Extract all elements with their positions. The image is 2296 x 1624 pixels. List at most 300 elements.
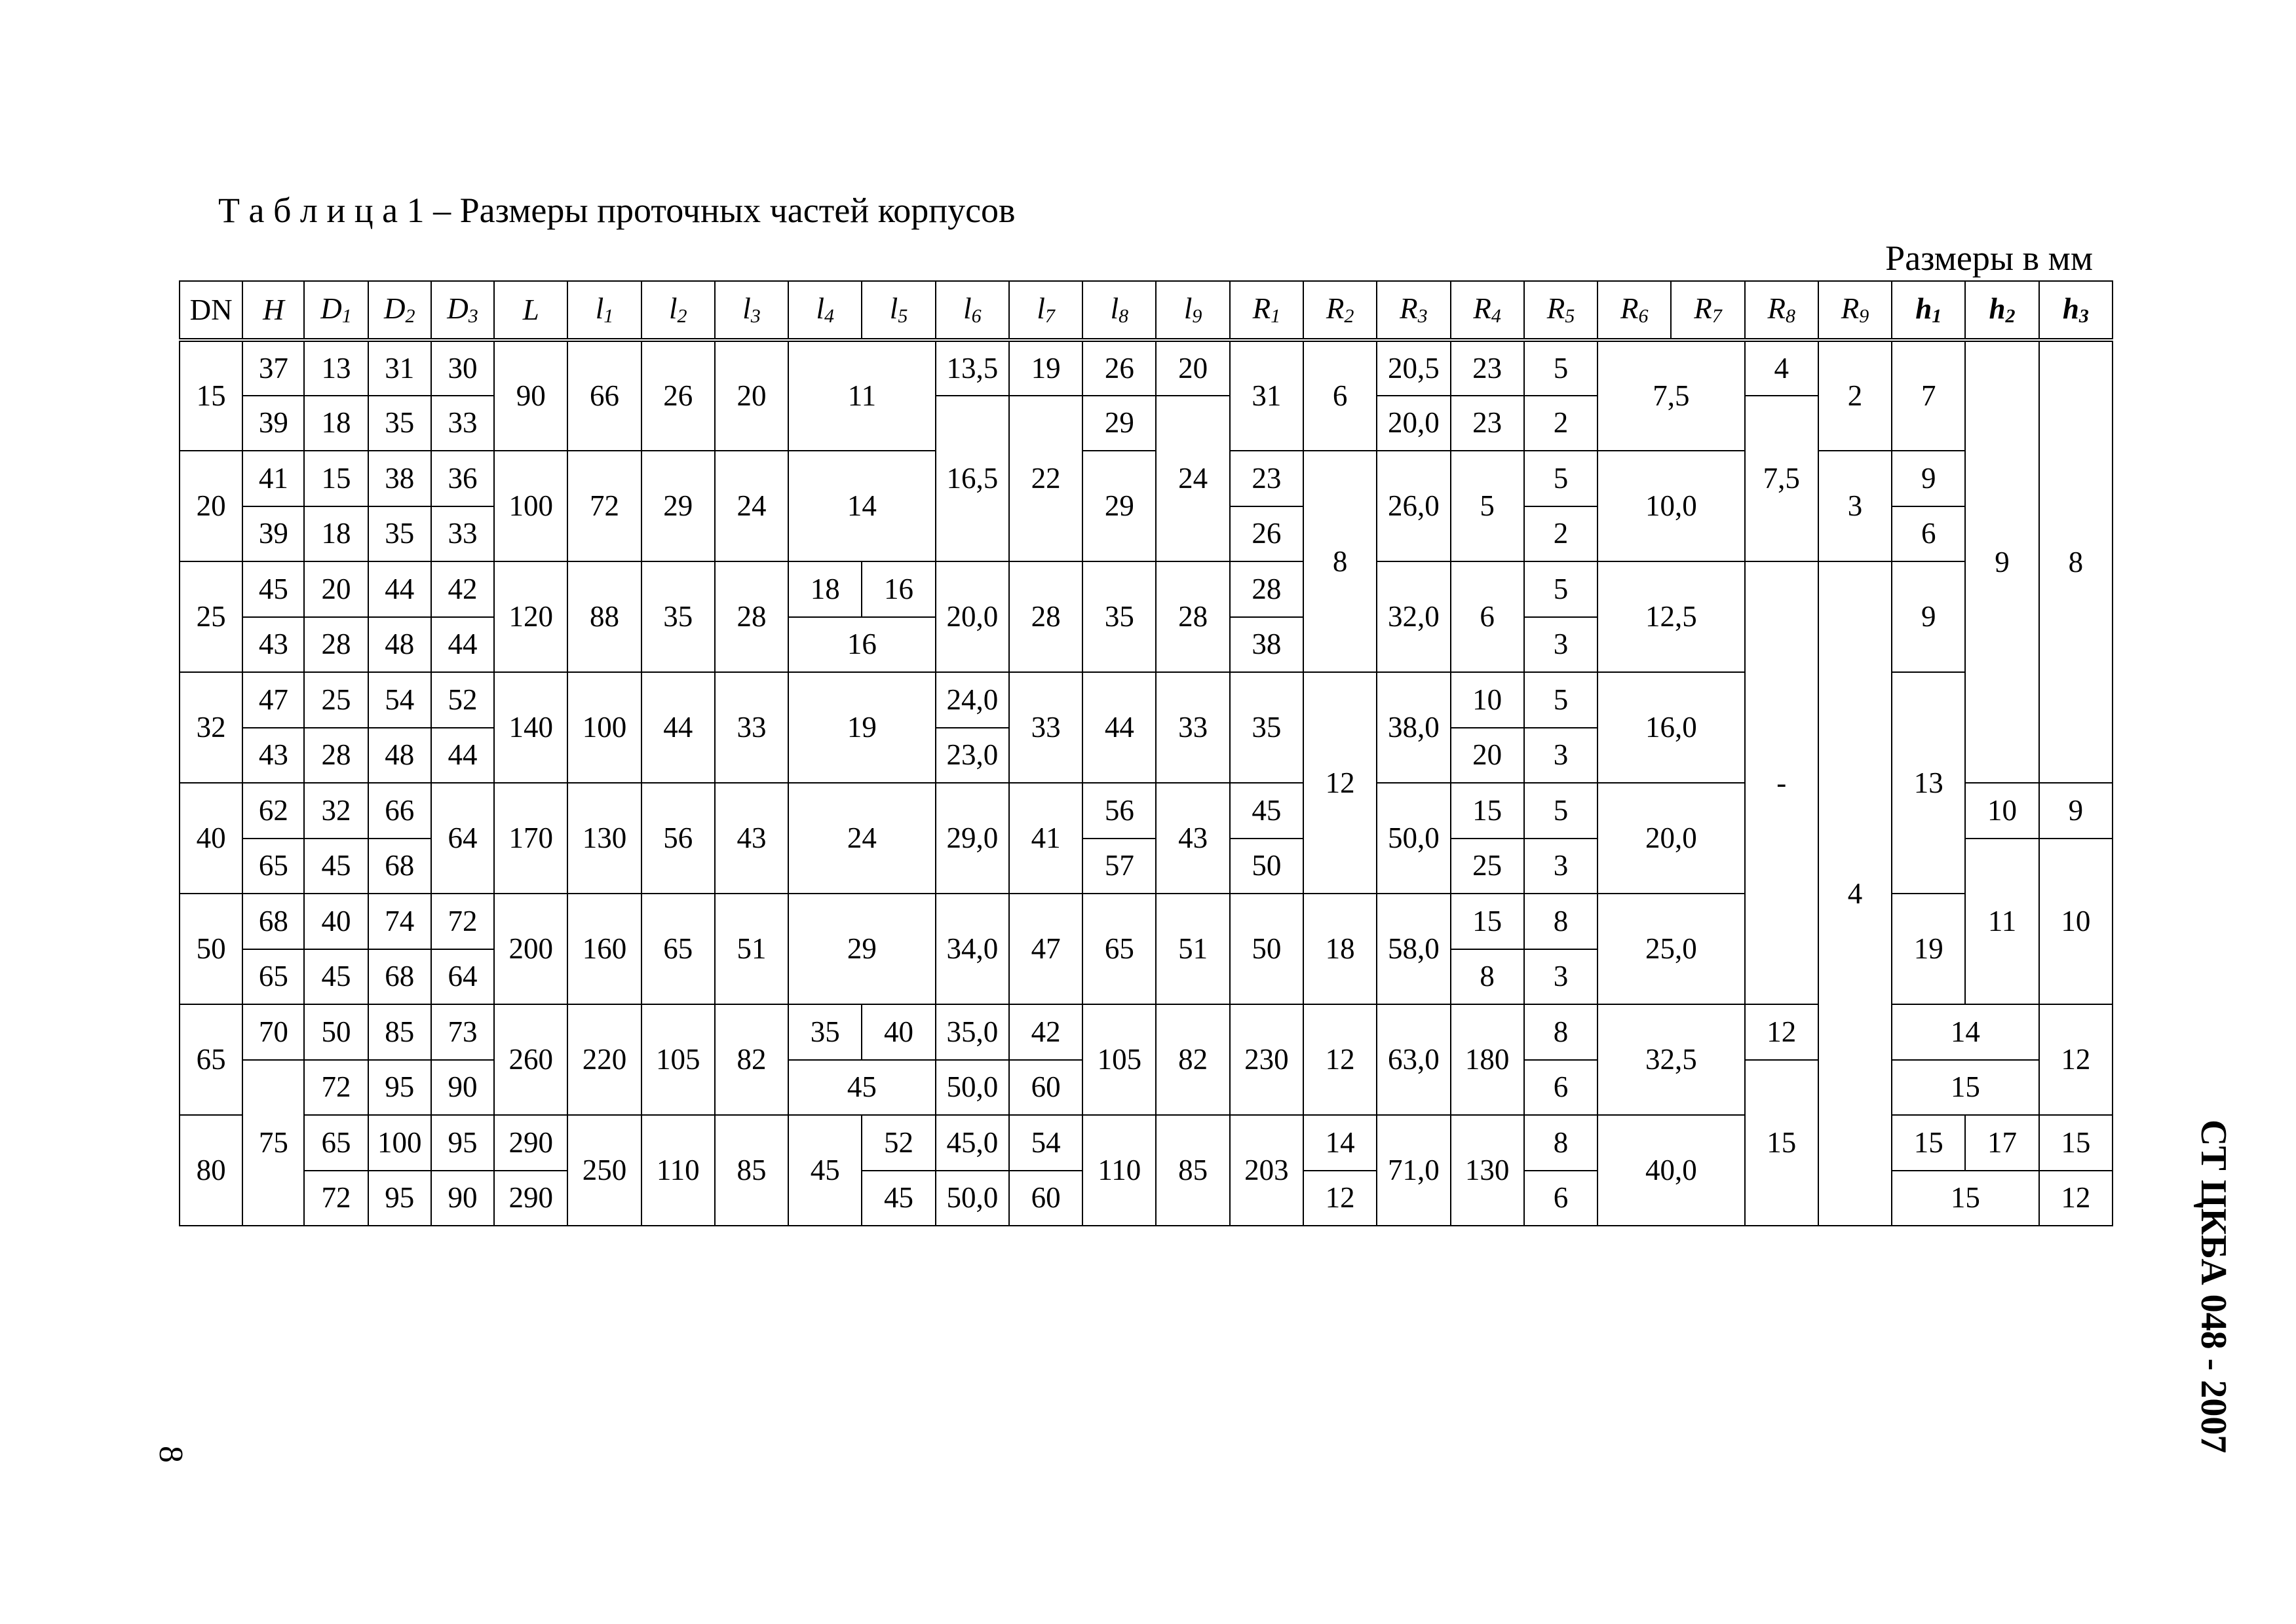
column-header-index: 7 (1712, 305, 1722, 327)
table-cell: 65 (1082, 894, 1156, 1004)
table-cell: 40 (862, 1004, 935, 1060)
table-cell: 35 (788, 1004, 862, 1060)
table-cell: 45 (1230, 783, 1303, 839)
table-cell: 16 (862, 561, 935, 617)
column-header-symbol: l (1110, 292, 1119, 325)
table-cell: 90 (494, 340, 567, 451)
table-cell: 20,5 (1377, 340, 1450, 396)
column-header-symbol: D (384, 292, 406, 325)
table-cell: 16,5 (936, 396, 1009, 562)
table-cell: 33 (431, 506, 494, 562)
table-cell: 50 (180, 894, 242, 1004)
table-cell: 72 (567, 451, 641, 561)
column-header-index: 5 (898, 305, 908, 327)
table-cell: 110 (641, 1115, 715, 1226)
table-cell: 180 (1451, 1004, 1524, 1115)
table-cell: 45 (788, 1060, 936, 1116)
column-header (1745, 281, 1818, 340)
table-cell: 71,0 (1377, 1115, 1450, 1226)
table-cell: 8 (1451, 949, 1524, 1005)
column-header (936, 281, 1009, 340)
table-cell: 290 (494, 1171, 567, 1226)
table-cell: 38,0 (1377, 672, 1450, 783)
table-cell: 13,5 (936, 340, 1009, 396)
table-cell: 18 (1303, 894, 1377, 1004)
table-cell: 65 (304, 1115, 368, 1171)
table-cell: 3 (1524, 949, 1598, 1005)
table-cell: 25,0 (1598, 894, 1745, 1004)
column-header-index: 4 (1491, 305, 1501, 327)
table-cell: 54 (1009, 1115, 1082, 1171)
column-header (1892, 281, 1965, 340)
table-cell: 82 (715, 1004, 788, 1115)
column-header-index: 7 (1044, 305, 1055, 327)
table-cell: 14 (788, 451, 936, 561)
column-header (1303, 281, 1377, 340)
table-cell: 105 (641, 1004, 715, 1115)
table-cell: 52 (862, 1115, 935, 1171)
table-cell: 140 (494, 672, 567, 783)
column-header (1156, 281, 1229, 340)
table-cell: 62 (242, 783, 304, 839)
table-cell: 35 (641, 561, 715, 672)
table-cell: 47 (242, 672, 304, 728)
table-cell: 100 (567, 672, 641, 783)
column-header-symbol: R (1473, 292, 1491, 325)
table-cell: 160 (567, 894, 641, 1004)
table-cell: 7,5 (1598, 340, 1745, 451)
table-cell: 31 (1230, 340, 1303, 451)
table-cell: 65 (180, 1004, 242, 1115)
table-cell: 100 (368, 1115, 431, 1171)
table-cell: 50,0 (1377, 783, 1450, 894)
table-caption: Т а б л и ц а 1 – Размеры проточных частей корпусов (218, 191, 1016, 230)
column-header-symbol: l (1183, 292, 1193, 325)
table-cell: 15 (1892, 1060, 2039, 1116)
table-cell: 56 (641, 783, 715, 894)
table-cell: 44 (431, 617, 494, 673)
column-header (641, 281, 715, 340)
table-cell: 19 (1009, 340, 1082, 396)
table-cell: 33 (715, 672, 788, 783)
column-header-symbol: l (742, 292, 751, 325)
table-cell: 8 (1524, 894, 1598, 949)
column-header (862, 281, 935, 340)
table-cell: 3 (1818, 451, 1892, 561)
table-cell: 7 (1892, 340, 1965, 451)
table-cell: 4 (1818, 561, 1892, 1226)
column-header-symbol: R (1400, 292, 1418, 325)
table-cell: 9 (1965, 340, 2038, 783)
table-cell: 24 (1156, 396, 1229, 562)
column-header (1230, 281, 1303, 340)
column-header-symbol: l (963, 292, 972, 325)
table-cell: 20 (180, 451, 242, 561)
table-cell: 5 (1524, 561, 1598, 617)
table-cell: 33 (431, 396, 494, 451)
table-cell: 58,0 (1377, 894, 1450, 1004)
table-cell: 40 (180, 783, 242, 894)
table-cell: 8 (1524, 1115, 1598, 1171)
table-cell: 25 (304, 672, 368, 728)
column-header-symbol: R (1546, 292, 1565, 325)
table-cell: 15 (2039, 1115, 2113, 1171)
table-cell: 80 (180, 1115, 242, 1226)
table-cell: 14 (1892, 1004, 2039, 1060)
table-cell: 95 (368, 1060, 431, 1116)
table-cell: 12 (1745, 1004, 1818, 1060)
document-designation: СТ ЦКБА 048 - 2007 (2193, 1120, 2234, 1454)
table-cell: 29,0 (936, 783, 1009, 894)
table-cell: 12 (2039, 1171, 2113, 1226)
page-number: 8 (152, 1446, 189, 1463)
table-cell: 29 (788, 894, 936, 1004)
column-header (1377, 281, 1450, 340)
table-cell: 29 (1082, 396, 1156, 451)
column-header (431, 281, 494, 340)
column-header (1598, 281, 1671, 340)
column-header-index: 2 (405, 305, 415, 327)
column-header-index: 3 (2078, 305, 2089, 327)
table-cell: 170 (494, 783, 567, 894)
column-header (494, 281, 567, 340)
table-cell: 44 (431, 728, 494, 784)
table-cell: 17 (1965, 1115, 2038, 1171)
table-cell: 120 (494, 561, 567, 672)
table-cell: 11 (788, 340, 936, 451)
table-cell: 35 (368, 396, 431, 451)
column-header (368, 281, 431, 340)
table-cell: 72 (431, 894, 494, 949)
table-cell: 6 (1303, 340, 1377, 451)
table-cell: 100 (494, 451, 567, 561)
table-cell: 12 (1303, 1004, 1377, 1115)
table-cell: 24 (788, 783, 936, 894)
column-header-symbol: R (1694, 292, 1712, 325)
table-cell: 13 (1892, 672, 1965, 894)
dimensions-table (179, 280, 2113, 1226)
column-header-index: 2 (2005, 305, 2016, 327)
table-cell: 290 (494, 1115, 567, 1171)
table-cell: 45 (304, 949, 368, 1005)
column-header-index: 1 (1271, 305, 1281, 327)
table-cell: 65 (242, 839, 304, 894)
column-header (242, 281, 304, 340)
table-cell: 20,0 (1377, 396, 1450, 451)
table-cell: 29 (1082, 451, 1156, 561)
table-cell: 22 (1009, 396, 1082, 562)
table-cell: 15 (1451, 894, 1524, 949)
table-cell: 45 (242, 561, 304, 617)
table-cell: 5 (1524, 783, 1598, 839)
table-cell: 39 (242, 506, 304, 562)
column-header-index: 4 (824, 305, 835, 327)
column-header (2039, 281, 2113, 340)
table-cell: 20,0 (1598, 783, 1745, 894)
table-cell: 10 (2039, 839, 2113, 1005)
table-cell: 52 (431, 672, 494, 728)
table-cell: 35 (1230, 672, 1303, 783)
column-header-symbol: R (1326, 292, 1345, 325)
table-cell: 50 (1230, 839, 1303, 894)
table-cell: 68 (368, 839, 431, 894)
table-cell: 10 (1965, 783, 2038, 839)
table-cell: 9 (1892, 561, 1965, 672)
table-cell: 26,0 (1377, 451, 1450, 561)
table-cell: 50 (1230, 894, 1303, 1004)
table-cell: 72 (304, 1060, 368, 1116)
table-cell: 10,0 (1598, 451, 1745, 561)
table-cell: 130 (1451, 1115, 1524, 1226)
table-cell: 70 (242, 1004, 304, 1060)
table-cell: 23 (1451, 340, 1524, 396)
column-header (788, 281, 862, 340)
table-cell: 12,5 (1598, 561, 1745, 672)
table-cell: 68 (242, 894, 304, 949)
table-cell: 44 (368, 561, 431, 617)
table-cell: 60 (1009, 1060, 1082, 1116)
table-cell: 250 (567, 1115, 641, 1226)
table-cell: 35,0 (936, 1004, 1009, 1060)
table-cell: 2 (1524, 506, 1598, 562)
table-cell: 25 (180, 561, 242, 672)
table-cell: 45 (788, 1115, 862, 1226)
table-cell: 68 (368, 949, 431, 1005)
table-cell: 16,0 (1598, 672, 1745, 783)
table-cell: 2 (1524, 396, 1598, 451)
column-header (1818, 281, 1892, 340)
table-cell: 2 (1818, 340, 1892, 451)
table-cell: 110 (1082, 1115, 1156, 1226)
table-cell: 6 (1892, 506, 1965, 562)
table-cell: 15 (1892, 1115, 1965, 1171)
table-cell: 90 (431, 1171, 494, 1226)
table-cell: 73 (431, 1004, 494, 1060)
table-cell: 85 (715, 1115, 788, 1226)
column-header (1009, 281, 1082, 340)
table-cell: 44 (641, 672, 715, 783)
table-cell: 32,5 (1598, 1004, 1745, 1115)
table-cell: 7,5 (1745, 396, 1818, 562)
column-header-symbol: l (669, 292, 678, 325)
table-cell: 5 (1524, 451, 1598, 506)
table-cell: - (1745, 561, 1818, 1004)
table-cell: 82 (1156, 1004, 1229, 1115)
column-header (1451, 281, 1524, 340)
column-header (180, 281, 242, 340)
table-cell: 20 (304, 561, 368, 617)
column-header-index: 3 (1417, 305, 1428, 327)
column-header-symbol: D (320, 292, 342, 325)
table-cell: 12 (1303, 672, 1377, 894)
table-cell: 50,0 (936, 1171, 1009, 1226)
table-cell: 20 (715, 340, 788, 451)
table-cell: 26 (1082, 340, 1156, 396)
table-cell: 15 (304, 451, 368, 506)
table-cell: 48 (368, 728, 431, 784)
table-cell: 14 (1303, 1115, 1377, 1171)
table-cell: 74 (368, 894, 431, 949)
column-header-index: 1 (1932, 305, 1942, 327)
table-cell: 6 (1451, 561, 1524, 672)
table-cell: 10 (1451, 672, 1524, 728)
table-cell: 85 (368, 1004, 431, 1060)
table-cell: 45 (862, 1171, 935, 1226)
table-header-row (180, 281, 2113, 340)
column-header-index: 3 (750, 305, 761, 327)
table-cell: 203 (1230, 1115, 1303, 1226)
table-cell: 50 (304, 1004, 368, 1060)
table-cell: 95 (431, 1115, 494, 1171)
table-cell: 88 (567, 561, 641, 672)
column-header-index: 2 (1344, 305, 1354, 327)
table-cell: 29 (641, 451, 715, 561)
table-row (180, 340, 2113, 396)
table-cell: 38 (1230, 617, 1303, 673)
table-cell: 32 (304, 783, 368, 839)
column-header-symbol: R (1841, 292, 1860, 325)
column-header-symbol: l (816, 292, 825, 325)
table-cell: 43 (1156, 783, 1229, 894)
table-cell: 20 (1156, 340, 1229, 396)
column-header (1965, 281, 2038, 340)
table-cell: 6 (1524, 1171, 1598, 1226)
table-cell: 33 (1156, 672, 1229, 783)
table-cell: 11 (1965, 839, 2038, 1005)
table-cell: 43 (242, 617, 304, 673)
table-cell: 42 (431, 561, 494, 617)
table-cell: 64 (431, 949, 494, 1005)
table-cell: 24,0 (936, 672, 1009, 728)
table-cell: 16 (788, 617, 936, 673)
table-cell: 30 (431, 340, 494, 396)
table-cell: 43 (242, 728, 304, 784)
table-cell: 18 (304, 506, 368, 562)
column-header-index: 9 (1859, 305, 1869, 327)
column-header-index: 9 (1192, 305, 1202, 327)
column-header-symbol: l (595, 292, 604, 325)
table-cell: 36 (431, 451, 494, 506)
table-cell: 13 (304, 340, 368, 396)
table-cell: 45,0 (936, 1115, 1009, 1171)
table-cell: 12 (1303, 1171, 1377, 1226)
table-cell: 15 (1451, 783, 1524, 839)
table-cell: 3 (1524, 728, 1598, 784)
column-header-symbol: D (447, 292, 469, 325)
table-cell: 5 (1524, 672, 1598, 728)
table-cell: 5 (1451, 451, 1524, 561)
table-cell: 35 (368, 506, 431, 562)
table-row (180, 561, 2113, 617)
column-header-symbol: L (522, 293, 539, 326)
table-cell: 38 (368, 451, 431, 506)
table-cell: 57 (1082, 839, 1156, 894)
table-cell: 5 (1524, 340, 1598, 396)
table-cell: 28 (1009, 561, 1082, 672)
table-cell: 44 (1082, 672, 1156, 783)
table-cell: 40,0 (1598, 1115, 1745, 1226)
table-cell: 35 (1082, 561, 1156, 672)
table-cell: 220 (567, 1004, 641, 1115)
table-cell: 3 (1524, 617, 1598, 673)
column-header-symbol: DN (189, 293, 233, 326)
column-header-symbol: R (1252, 292, 1271, 325)
table-cell: 6 (1524, 1060, 1598, 1116)
table-cell: 37 (242, 340, 304, 396)
table-cell: 85 (1156, 1115, 1229, 1226)
table-cell: 9 (2039, 783, 2113, 839)
column-header-index: 6 (1638, 305, 1649, 327)
table-cell: 15 (1892, 1171, 2039, 1226)
table-cell: 8 (2039, 340, 2113, 783)
table-cell: 200 (494, 894, 567, 1004)
column-header-symbol: R (1620, 292, 1639, 325)
column-header-index: 8 (1785, 305, 1795, 327)
table-cell: 65 (242, 949, 304, 1005)
table-cell: 64 (431, 783, 494, 894)
table-row (180, 451, 2113, 506)
table-cell: 20,0 (936, 561, 1009, 672)
table-cell: 72 (304, 1171, 368, 1226)
table-cell: 26 (641, 340, 715, 451)
table-cell: 15 (1745, 1060, 1818, 1226)
table-cell: 28 (304, 617, 368, 673)
table-cell: 90 (431, 1060, 494, 1116)
table-cell: 12 (2039, 1004, 2113, 1115)
table-cell: 19 (1892, 894, 1965, 1004)
table-cell: 130 (567, 783, 641, 894)
column-header-index: 1 (603, 305, 614, 327)
table-cell: 25 (1451, 839, 1524, 894)
table-cell: 48 (368, 617, 431, 673)
table-cell: 230 (1230, 1004, 1303, 1115)
table-cell: 260 (494, 1004, 567, 1115)
column-header (715, 281, 788, 340)
table-cell: 75 (242, 1060, 304, 1226)
table-cell: 34,0 (936, 894, 1009, 1004)
column-header-index: 2 (677, 305, 687, 327)
table-cell: 54 (368, 672, 431, 728)
column-header (304, 281, 368, 340)
column-header-index: 8 (1119, 305, 1129, 327)
table-cell: 4 (1745, 340, 1818, 396)
table-cell: 66 (368, 783, 431, 839)
table-cell: 47 (1009, 894, 1082, 1004)
column-header-index: 1 (341, 305, 352, 327)
column-header-index: 6 (971, 305, 982, 327)
table-cell: 24 (715, 451, 788, 561)
table-cell: 95 (368, 1171, 431, 1226)
table-cell: 20 (1451, 728, 1524, 784)
table-cell: 18 (788, 561, 862, 617)
table-cell: 28 (1230, 561, 1303, 617)
table-cell: 51 (715, 894, 788, 1004)
column-header-index: 3 (468, 305, 478, 327)
table-cell: 50,0 (936, 1060, 1009, 1116)
column-header-symbol: R (1767, 292, 1786, 325)
table-cell: 28 (304, 728, 368, 784)
table-cell: 33 (1009, 672, 1082, 783)
table-cell: 41 (242, 451, 304, 506)
table-cell: 51 (1156, 894, 1229, 1004)
table-cell: 3 (1524, 839, 1598, 894)
table-cell: 43 (715, 783, 788, 894)
table-cell: 23,0 (936, 728, 1009, 784)
column-header-index: 5 (1565, 305, 1575, 327)
table-cell: 39 (242, 396, 304, 451)
column-header (1082, 281, 1156, 340)
units-note: Размеры в мм (1885, 238, 2093, 278)
